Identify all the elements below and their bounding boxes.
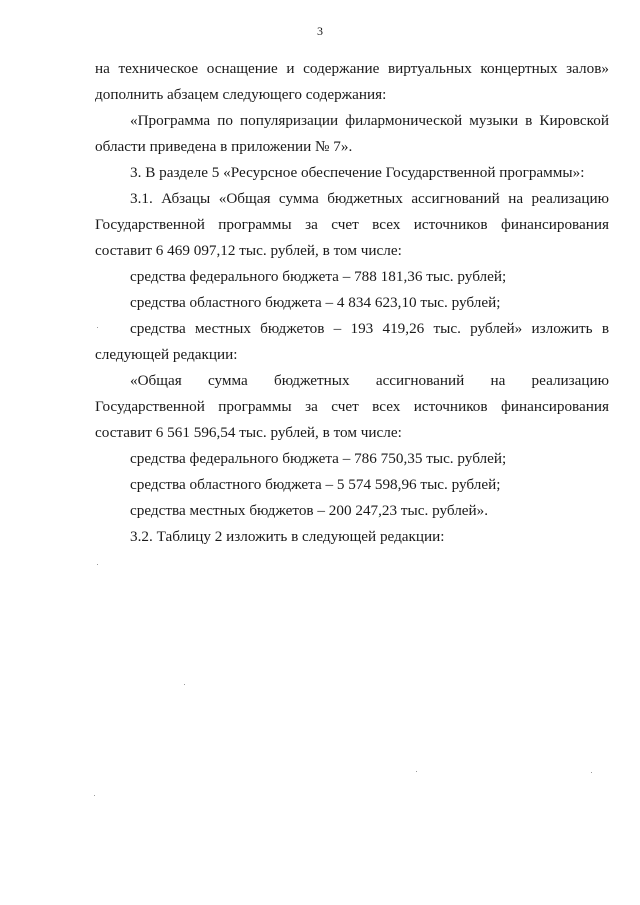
paragraph-new-total: «Общая сумма бюджетных ассигнований на реализацию Государственной программы за счет всех источников финансирования составит 6 561 596,54 тыс. рублей, в том числе: (95, 372, 609, 441)
paragraph-old-local: средства местных бюджетов – 193 419,26 тыс. рублей» изложить в следующей редакции: (95, 320, 609, 363)
page-number: 3 (317, 24, 323, 38)
paragraph-new-federal: средства федерального бюджета – 786 750,35 тыс. рублей; (130, 450, 507, 467)
paragraph-old-regional: средства областного бюджета – 4 834 623,10 тыс. рублей; (130, 294, 501, 311)
paragraph-program-annex: «Программа по популяризации филармонической музыки в Кировской области приведена в приложении № 7». (95, 112, 609, 155)
scan-speck (94, 795, 95, 796)
scan-speck (97, 564, 98, 565)
paragraph-3-1-old-total: 3.1. Абзацы «Общая сумма бюджетных ассигнований на реализацию Государственной программы за счет всех источников финансирования составит 6 469 097,12 тыс. рублей, в том числе: (95, 190, 609, 259)
paragraph-new-local: средства местных бюджетов – 200 247,23 тыс. рублей». (130, 502, 489, 519)
paragraph-section-5: 3. В разделе 5 «Ресурсное обеспечение Государственной программы»: (130, 164, 585, 181)
paragraph-intro: на техническое оснащение и содержание виртуальных концертных залов» дополнить абзацем следующего содержания: (95, 60, 609, 103)
scan-speck (591, 772, 592, 773)
paragraph-new-regional: средства областного бюджета – 5 574 598,96 тыс. рублей; (130, 476, 501, 493)
scan-speck (416, 771, 417, 772)
document-body (95, 56, 609, 550)
paragraph-old-federal: средства федерального бюджета – 788 181,36 тыс. рублей; (130, 268, 507, 285)
scan-speck (184, 684, 185, 685)
paragraph-3-2-table: 3.2. Таблицу 2 изложить в следующей редакции: (130, 528, 445, 545)
scan-speck (97, 327, 98, 328)
